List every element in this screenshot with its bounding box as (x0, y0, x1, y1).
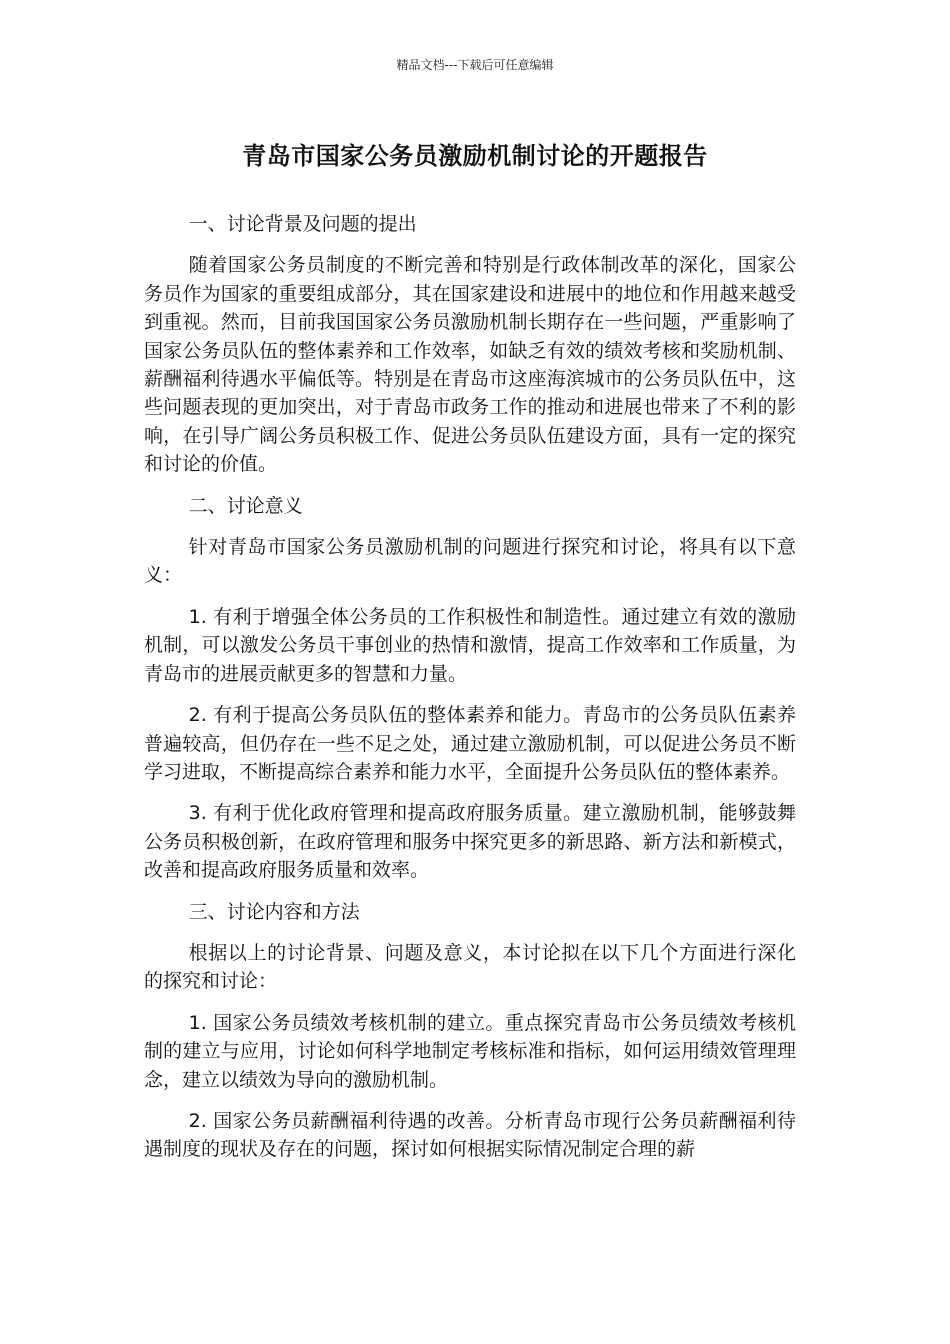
document-title: 青岛市国家公务员激励机制讨论的开题报告 (242, 142, 708, 170)
list-item: 2. 国家公务员薪酬福利待遇的改善。分析青岛市现行公务员薪酬福利待遇制度的现状及存在的问题，探讨如何根据实际情况制定合理的薪 (144, 1109, 796, 1161)
list-item: 2. 有利于提高公务员队伍的整体素养和能力。青岛市的公务员队伍素养普遍较高，但仍存在一些不足之处，通过建立激励机制，可以促进公务员不断学习进取，不断提高综合素养和能力水平，全面提升公务员队伍的整体素养。 (144, 704, 796, 783)
list-item: 1. 国家公务员绩效考核机制的建立。重点探究青岛市公务员绩效考核机制的建立与应用，讨论如何科学地制定考核标准和指标，如何运用绩效管理理念，建立以绩效为导向的激励机制。 (144, 1011, 796, 1091)
list-item: 3. 有利于优化政府管理和提高政府服务质量。建立激励机制，能够鼓舞公务员积极创新，在政府管理和服务中探究更多的新思路、新方法和新模式，改善和提高政府服务质量和效率。 (144, 802, 796, 882)
body-paragraph: 随着国家公务员制度的不断完善和特别是行政体制改革的深化，国家公务员作为国家的重要组成部分，其在国家建设和进展中的地位和作用越来越受到重视。然而，目前我国国家公务员激励机制长期存在一些问题，严重影响了国家公务员队伍的整体素养和工作效率，如缺乏有效的绩效考核和奖励机制、薪酬福利待遇水平偏低等。特别是在青岛市这座海滨城市的公务员队伍中，这些问题表现的更加突出，对于青岛市政务工作的推动和进展也带来了不利的影响，在引导广阔公务员积极工作、促进公务员队伍建设方面，具有一定的探究和讨论的价值。 (144, 254, 796, 476)
section-heading: 一、讨论背景及问题的提出 (188, 213, 417, 235)
document-body (144, 210, 796, 1177)
section-heading: 二、讨论意义 (188, 494, 303, 517)
list-item: 1. 有利于增强全体公务员的工作积极性和制造性。通过建立有效的激励机制，可以激发公务员干事创业的热情和激情，提高工作效率和工作质量，为青岛市的进展贡献更多的智慧和力量。 (144, 605, 796, 685)
section-heading: 三、讨论内容和方法 (188, 900, 360, 923)
body-paragraph: 根据以上的讨论背景、问题及意义，本讨论拟在以下几个方面进行深化的探究和讨论： (144, 941, 796, 993)
page-header: 精品文档---下载后可任意编辑 (396, 58, 554, 72)
body-paragraph: 针对青岛市国家公务员激励机制的问题进行探究和讨论，将具有以下意义： (144, 536, 796, 587)
